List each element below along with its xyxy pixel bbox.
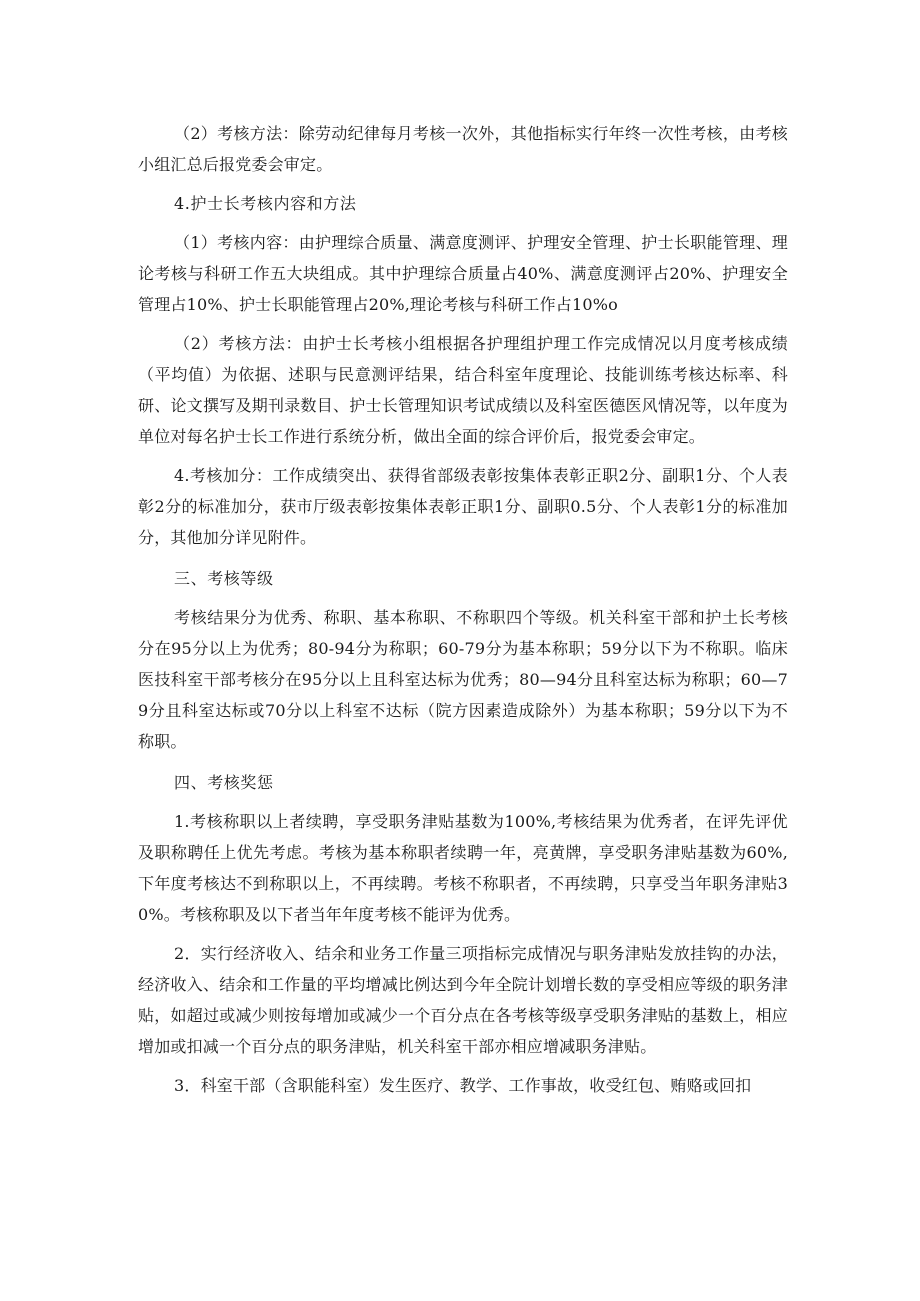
paragraph-assessment-method: （2）考核方法：除劳动纪律每月考核一次外，其他指标实行年终一次性考核，由考核小组汇总后报党委会审定。 (138, 124, 788, 174)
paragraph-grade-levels: 考核结果分为优秀、称职、基本称职、不称职四个等级。机关科室干部和护土长考核分在95分以上为优秀；80-94分为称职；60-79分为基本称职；59分以下为不称职。临床医技科室干部考核分在95分以上且科室达标为优秀；80—94分且科室达标为称职；60—79分且科室达标或70分以上科室不达标（院方因素造成除外）为基本称职；59分以下为不称职。 (138, 608, 788, 751)
document-page (138, 118, 788, 1101)
paragraph-bonus-points: 4.考核加分：工作成绩突出、获得省部级表彰按集体表彰正职2分、副职1分、个人表彰2分的标准加分，获市厅级表彰按集体表彰正职1分、副职0.5分、个人表彰1分的标准加分，其他加分详见附件。 (138, 466, 788, 547)
heading-head-nurse-assessment: 4.护士长考核内容和方法 (174, 194, 357, 213)
paragraph-reward-rule-2: 2．实行经济收入、结余和业务工作量三项指标完成情况与职务津贴发放挂钩的办法，经济收入、结余和工作量的平均增减比例达到今年全院计划增长数的享受相应等级的职务津贴，如超过或减少则按每增加或减少一个百分点在各考核等级享受职务津贴的基数上，相应增加或扣减一个百分点的职务津贴，机关科室干部亦相应增减职务津贴。 (138, 944, 788, 1056)
heading-rewards-penalties: 四、考核奖惩 (174, 773, 274, 792)
heading-assessment-grades: 三、考核等级 (174, 569, 274, 588)
paragraph-head-nurse-content: （1）考核内容：由护理综合质量、满意度测评、护理安全管理、护士长职能管理、理论考核与科研工作五大块组成。其中护理综合质量占40%、满意度测评占20%、护理安全管理占10%、护士长职能管理占20%,理论考核与科研工作占10%o (138, 233, 788, 314)
paragraph-reward-rule-3: 3．科室干部（含职能科室）发生医疗、教学、工作事故，收受红包、贿赂或回扣 (174, 1076, 752, 1095)
paragraph-head-nurse-method: （2）考核方法：由护士长考核小组根据各护理组护理工作完成情况以月度考核成绩（平均值）为依据、述职与民意测评结果，结合科室年度理论、技能训练考核达标率、科研、论文撰写及期刊录数目、护士长管理知识考试成绩以及科室医德医风情况等，以年度为单位对每名护士长工作进行系统分析，做出全面的综合评价后，报党委会审定。 (138, 334, 788, 446)
paragraph-reward-rule-1: 1.考核称职以上者续聘，享受职务津贴基数为100%,考核结果为优秀者，在评先评优及职称聘任上优先考虑。考核为基本称职者续聘一年，亮黄牌，享受职务津贴基数为60%,下年度考核达不到称职以上，不再续聘。考核不称职者，不再续聘，只享受当年职务津贴30%。考核称职及以下者当年年度考核不能评为优秀。 (138, 812, 788, 924)
